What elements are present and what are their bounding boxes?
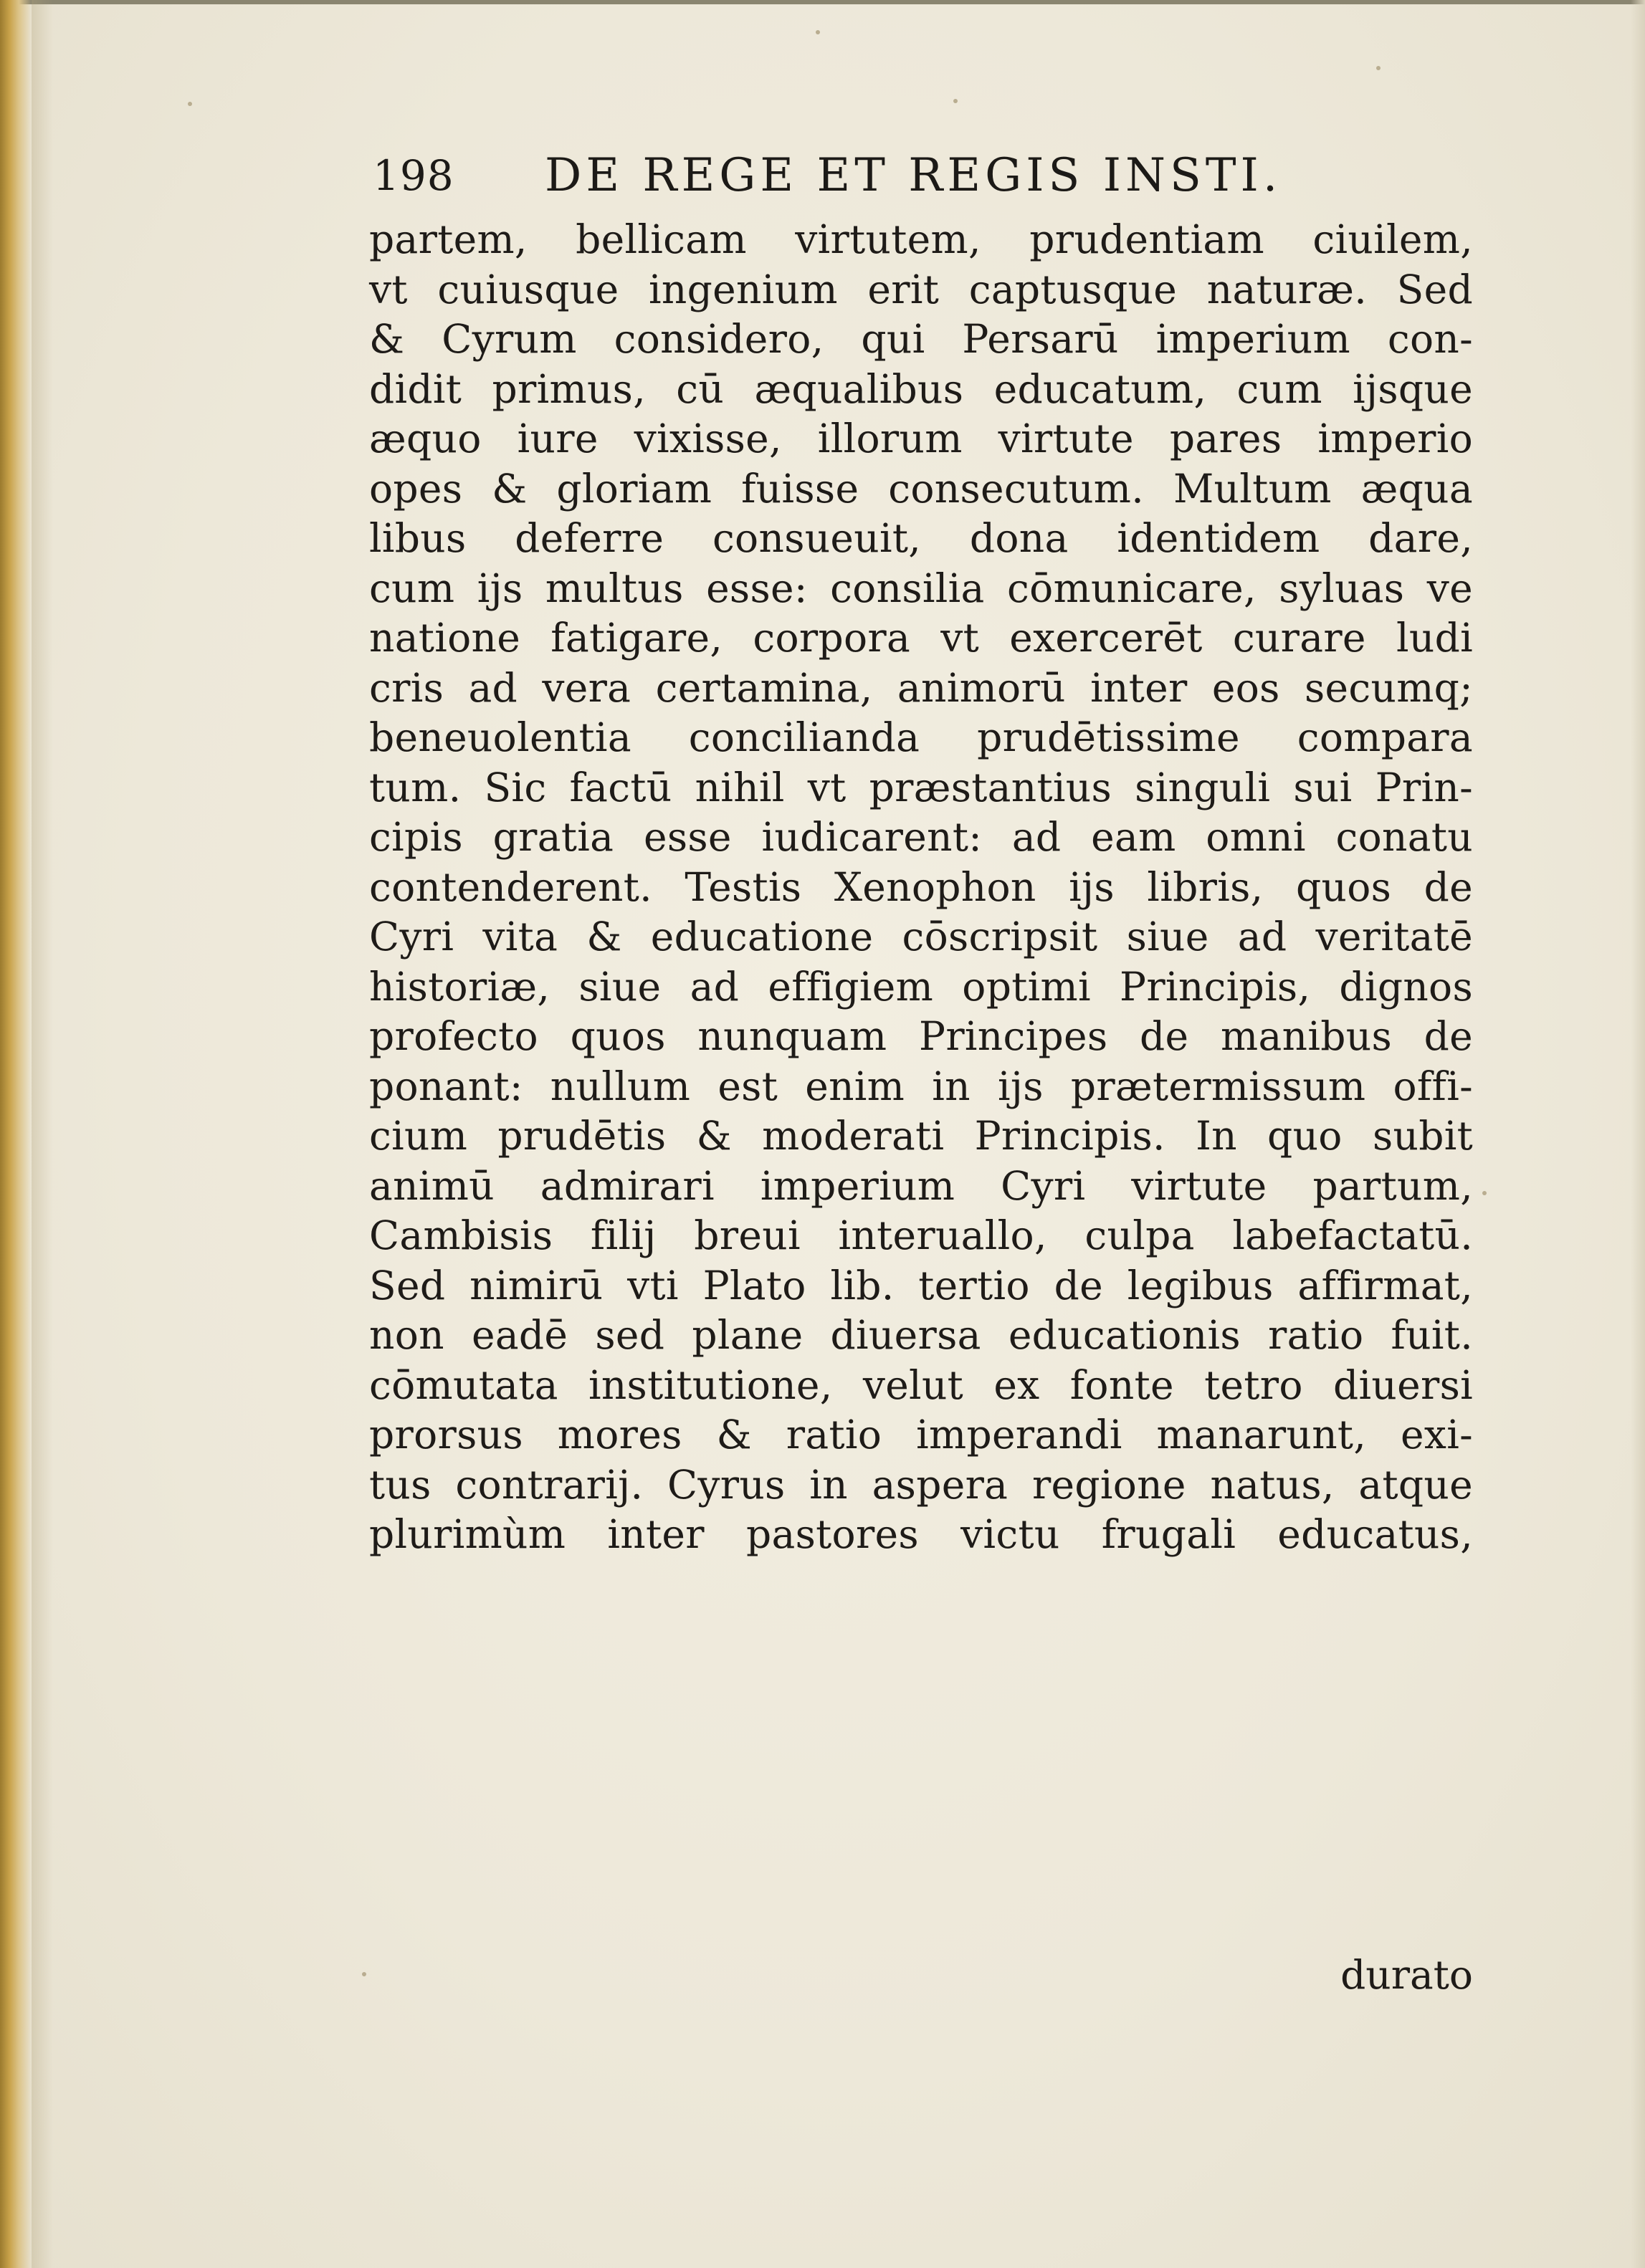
catchword: durato	[1340, 1952, 1473, 1998]
page-top-edge	[0, 0, 1645, 4]
text-line: non eadē sed plane diuersa educationis ratio fuit.	[369, 1312, 1473, 1358]
running-title: DE REGE ET REGIS INSTI.	[545, 149, 1282, 202]
text-line: opes & gloriam fuisse consecutum. Multum æqua	[369, 465, 1473, 512]
text-line: plurimùm inter pastores victu frugali educatus,	[369, 1511, 1473, 1557]
page-number: 198	[373, 151, 454, 200]
text-line: historiæ, siue ad effigiem optimi Principis, dignos	[369, 963, 1473, 1010]
text-line: cris ad vera certamina, animorū inter eos secumq;	[369, 664, 1473, 711]
text-line: profecto quos nunquam Principes de manibus de	[369, 1013, 1473, 1059]
text-line: ponant: nullum est enim in ijs prætermissum offi-	[369, 1063, 1473, 1109]
paper-speck	[1376, 66, 1381, 70]
binding-shadow	[32, 0, 53, 2268]
text-line: contenderent. Testis Xenophon ijs libris, quos de	[369, 863, 1473, 910]
text-line: tus contrarij. Cyrus in aspera regione natus, atque	[369, 1461, 1473, 1508]
paper-speck	[1482, 1191, 1487, 1195]
text-line: animū admirari imperium Cyri virtute partum,	[369, 1162, 1473, 1209]
text-line: cōmutata institutione, velut ex fonte tetro diuersi	[369, 1362, 1473, 1408]
text-line: tum. Sic factū nihil vt præstantius singuli sui Prin-	[369, 764, 1473, 810]
text-line: æquo iure vixisse, illorum virtute pares imperio	[369, 416, 1473, 461]
paper-speck	[188, 102, 192, 106]
text-line: & Cyrum considero, qui Persarū imperium con-	[369, 316, 1473, 362]
text-line: Cambisis filij breui interuallo, culpa labefactatū.	[369, 1212, 1473, 1258]
text-line: natione fatigare, corpora vt exercerēt curare ludi	[369, 615, 1473, 661]
paper-speck	[362, 1972, 366, 1976]
gilt-left-edge	[0, 0, 32, 2268]
text-line: beneuolentia concilianda prudētissime compara	[369, 714, 1473, 760]
text-line: Sed nimirū vti Plato lib. tertio de legibus affirmat,	[369, 1262, 1473, 1308]
paper-speck	[953, 99, 958, 103]
text-line: cipis gratia esse iudicarent: ad eam omni conatu	[369, 814, 1473, 860]
running-head	[373, 147, 1491, 204]
text-line: vt cuiusque ingenium erit captusque naturæ. Sed	[369, 266, 1473, 312]
text-line: libus deferre consueuit, dona identidem dare,	[369, 515, 1473, 561]
text-line: cium prudētis & moderati Principis. In quo subit	[369, 1113, 1473, 1159]
page-right-edge	[1631, 0, 1645, 2268]
body-text	[369, 215, 1473, 1560]
text-line: partem, bellicam virtutem, prudentiam ciuilem,	[369, 216, 1473, 262]
text-line: cum ijs multus esse: consilia cōmunicare, syluas ve	[369, 565, 1473, 611]
text-line: prorsus mores & ratio imperandi manarunt, exi-	[369, 1412, 1473, 1458]
text-line: Cyri vita & educatione cōscripsit siue ad veritatē	[369, 914, 1473, 960]
paper-speck	[816, 30, 820, 34]
text-line: didit primus, cū æqualibus educatum, cum ijsque	[369, 365, 1473, 412]
